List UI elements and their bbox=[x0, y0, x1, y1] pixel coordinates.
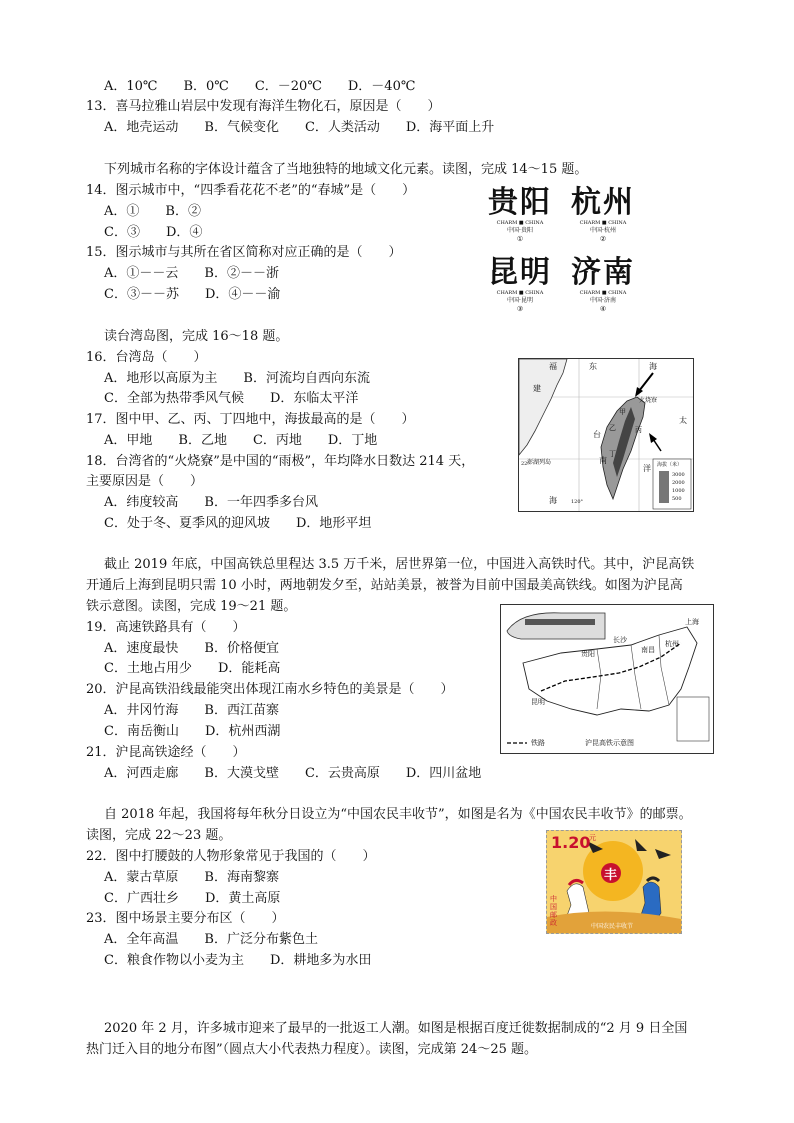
map-label-bing: 丙 bbox=[635, 426, 642, 434]
map-label-hai2: 海 bbox=[549, 496, 557, 505]
q17-options: A．甲地 B．乙地 C．丙地 D．丁地 bbox=[104, 433, 378, 448]
map-label-lon: 120° bbox=[571, 499, 584, 505]
q19-options-2: C．土地占用少 D．能耗高 bbox=[104, 661, 281, 676]
taiwan-map bbox=[518, 358, 694, 512]
mainland-coast bbox=[519, 359, 567, 455]
city-4-brand: CHARM ■ CHINA bbox=[579, 290, 627, 296]
intro-24-25-line2: 热门迁入目的地分布图”（圆点大小代表热力程度）。读图，完成第 24～25 题。 bbox=[86, 1042, 537, 1057]
q15-options-2: C．③－－苏 D．④－－渝 bbox=[104, 287, 281, 302]
intro-22-23-line2: 读图，完成 22～23 题。 bbox=[86, 828, 232, 843]
rail-map bbox=[500, 604, 714, 754]
q16-stem: 16．台湾岛（ ） bbox=[86, 350, 207, 365]
intro-19-21-line3: 铁示意图。读图，完成 19～21 题。 bbox=[86, 599, 297, 614]
map-label-jian: 建 bbox=[533, 384, 541, 393]
map-label-tai: 台 bbox=[593, 430, 601, 439]
city-3 bbox=[480, 256, 560, 314]
stamp-country: 中国邮政 bbox=[550, 895, 557, 927]
city-3-name: 昆明 bbox=[488, 255, 552, 290]
q21-options: A．河西走廊 B．大漠戈壁 C．云贵高原 D．四川盆地 bbox=[104, 766, 482, 781]
map-label-dong: 东 bbox=[589, 362, 597, 371]
q22-stem: 22．图中打腰鼓的人物形象常见于我国的（ ） bbox=[86, 849, 376, 864]
rail-city-nanchang: 南昌 bbox=[641, 646, 655, 654]
q22-options-1: A．蒙古草原 B．海南黎寨 bbox=[104, 870, 279, 885]
q17-stem: 17．图中甲、乙、丙、丁四地中，海拔最高的是（ ） bbox=[86, 412, 415, 427]
q20-options-2: C．南岳衡山 D．杭州西湖 bbox=[104, 724, 281, 739]
city-4-sub: 中国·济南 bbox=[590, 297, 616, 304]
q19-stem: 19．高速铁路具有（ ） bbox=[86, 620, 246, 635]
intro-19-21-line2: 开通后上海到昆明只需 10 小时，两地朝发夕至，站站美景，被誉为目前中国最美高铁线。如图为沪昆高 bbox=[86, 578, 683, 593]
rail-city-shanghai: 上海 bbox=[685, 618, 699, 626]
q23-options-1: A．全年高温 B．广泛分布紫色土 bbox=[104, 932, 318, 947]
q14-stem: 14．图示城市中，“四季看花花不老”的“春城”是（ ） bbox=[86, 183, 416, 198]
map-label-penghu: 澎湖列岛 bbox=[527, 459, 552, 466]
train-body bbox=[507, 613, 605, 639]
taiwan-map-svg bbox=[519, 359, 693, 511]
stamp-value: 1.20 bbox=[551, 833, 591, 852]
q16-options-2: C．全部为热带季风气候 D．东临太平洋 bbox=[104, 391, 359, 406]
q15-options-1: A．①－－云 B．②－－浙 bbox=[104, 266, 279, 281]
city-1-sub: 中国·贵阳 bbox=[507, 227, 533, 234]
intro-22-23-line1: 自 2018 年起，我国将每年秋分日设立为“中国农民丰收节”，如图是名为《中国农民丰收节》的邮票。 bbox=[104, 807, 692, 822]
city-1-name: 贵阳 bbox=[488, 185, 552, 220]
legend-value-2: 2000 bbox=[672, 480, 685, 486]
map-label-huoshaoliao: 火烧寮 bbox=[639, 397, 658, 404]
q14-options-2: C．③ D．④ bbox=[104, 225, 203, 240]
city-3-brand: CHARM ■ CHINA bbox=[496, 290, 544, 296]
q22-options-2: C．广西壮乡 D．黄土高原 bbox=[104, 891, 281, 906]
harvest-stamp bbox=[546, 830, 682, 934]
q23-options-2: C．粮食作物以小麦为主 D．耕地多为水田 bbox=[104, 953, 372, 968]
legend-value-3: 1000 bbox=[672, 488, 685, 494]
map-label-jia: 甲 bbox=[619, 408, 626, 416]
city-3-num: ③ bbox=[516, 305, 524, 313]
intro-16-18: 读台湾岛图，完成 16～18 题。 bbox=[104, 329, 289, 344]
intro-19-21-line1: 截止 2019 年底，中国高铁总里程达 3.5 万千米，居世界第一位，中国进入高铁时代。其中，沪昆高铁 bbox=[104, 557, 695, 572]
q13-stem: 13．喜马拉雅山岩层中发现有海洋生物化石，原因是（ ） bbox=[86, 99, 441, 114]
q23-stem: 23．图中场景主要分布区（ ） bbox=[86, 911, 285, 926]
rail-city-kunming: 昆明 bbox=[531, 698, 545, 706]
intro-14-15: 下列城市名称的字体设计蕴含了当地独特的地域文化元素。读图，完成 14～15 题。 bbox=[104, 162, 588, 177]
q18-stem-1: 18．台湾省的“火烧寮”是中国的“雨极”，年均降水日数达 214 天， bbox=[86, 454, 475, 469]
city-2-num: ② bbox=[599, 235, 607, 243]
legend-value-4: 500 bbox=[672, 496, 682, 502]
city-2 bbox=[562, 186, 644, 244]
legend-value-1: 3000 bbox=[672, 472, 685, 478]
map-label-hai1: 海 bbox=[649, 362, 657, 371]
city-2-sub: 中国·杭州 bbox=[590, 227, 616, 234]
q18-options-2: C．处于冬、夏季风的迎风坡 D．地形平坦 bbox=[104, 516, 372, 531]
city-3-sub: 中国·昆明 bbox=[507, 297, 533, 304]
map-label-yang: 洋 bbox=[643, 464, 651, 473]
q14-options-1: A．① B．② bbox=[104, 204, 201, 219]
intro-24-25-line1: 2020 年 2 月，许多城市迎来了最早的一批返工人潮。如图是根据百度迁徙数据制成的“2 月 9 日全国 bbox=[104, 1021, 688, 1036]
map-label-yi: 乙 bbox=[609, 424, 616, 432]
map-label-tai2: 太 bbox=[679, 416, 687, 425]
q21-stem: 21．沪昆高铁途经（ ） bbox=[86, 745, 246, 760]
q15-stem: 15．图示城市与其所在省区简称对应正确的是（ ） bbox=[86, 245, 402, 260]
map-label-ding: 丁 bbox=[609, 450, 616, 458]
rail-city-changsha: 长沙 bbox=[613, 636, 627, 644]
city-2-name: 杭州 bbox=[571, 185, 635, 220]
arrow-to-huoshaoliao bbox=[639, 373, 653, 391]
rail-map-svg bbox=[501, 605, 713, 753]
rail-city-hangzhou: 杭州 bbox=[665, 640, 679, 648]
rail-map-title: 沪昆高铁示意图 bbox=[585, 739, 634, 747]
stamp-unit: 元 bbox=[589, 834, 596, 842]
map-label-lat: 22° bbox=[521, 461, 530, 467]
rail-city-guiyang: 贵阳 bbox=[581, 650, 595, 658]
map-label-nan: 南 bbox=[599, 456, 607, 465]
q19-options-1: A．速度最快 B．价格便宜 bbox=[104, 641, 279, 656]
south-sea-inset bbox=[677, 697, 709, 741]
stamp-caption: 中国农民丰收节 bbox=[591, 923, 634, 930]
q16-options-1: A．地形以高原为主 B．河流均自西向东流 bbox=[104, 371, 370, 386]
q13-options: A．地壳运动 B．气候变化 C．人类活动 D．海平面上升 bbox=[104, 120, 495, 135]
map-label-fu: 福 bbox=[549, 362, 557, 371]
city-4-name: 济南 bbox=[571, 255, 635, 290]
city-4-num: ④ bbox=[599, 305, 607, 313]
city-4 bbox=[562, 256, 644, 314]
q18-options-1: A．纬度较高 B．一年四季多台风 bbox=[104, 495, 318, 510]
legend-title: 海拔（米） bbox=[657, 462, 683, 468]
q12-options: A．10℃ B．0℃ C．－20℃ D．－40℃ bbox=[104, 79, 416, 94]
city-font-figure bbox=[478, 186, 646, 320]
q20-stem: 20．沪昆高铁沿线最能突出体现江南水乡特色的美景是（ ） bbox=[86, 682, 454, 697]
stamp-feng-char: 丰 bbox=[604, 868, 618, 883]
q18-stem-2: 主要原因是（ ） bbox=[86, 474, 204, 489]
q20-options-1: A．井冈竹海 B．西江苗寨 bbox=[104, 703, 279, 718]
city-1-brand: CHARM ■ CHINA bbox=[496, 220, 544, 226]
city-1 bbox=[480, 186, 560, 244]
city-1-num: ① bbox=[516, 235, 524, 243]
city-2-brand: CHARM ■ CHINA bbox=[579, 220, 627, 226]
rail-legend-label: 铁路 bbox=[531, 739, 545, 747]
